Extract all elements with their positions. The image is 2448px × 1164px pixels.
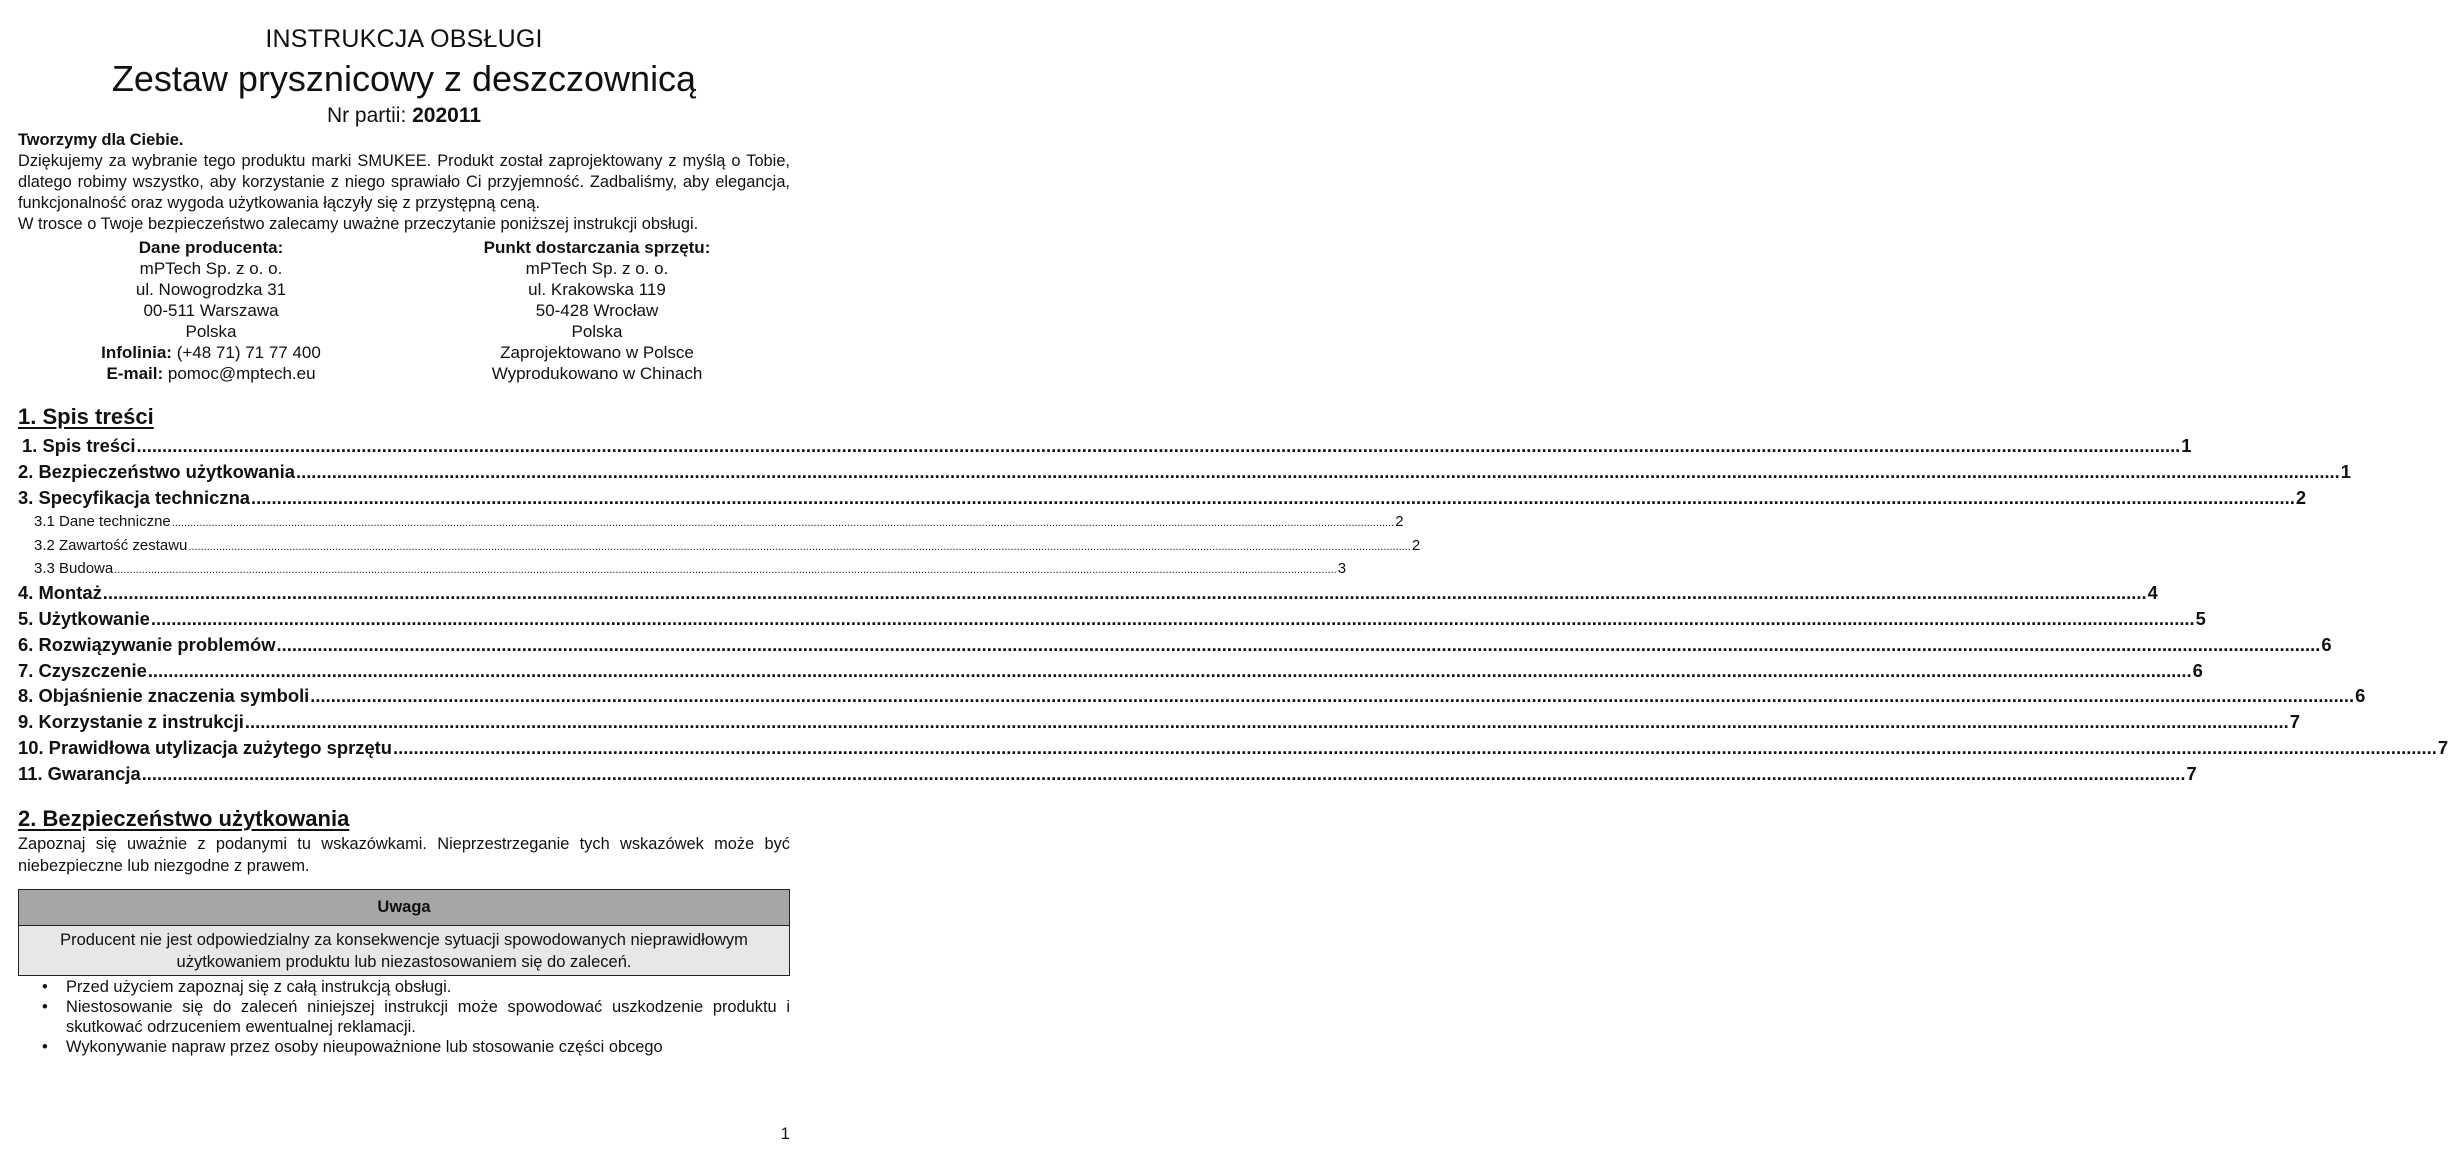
designed-in: Zaprojektowano w Polsce bbox=[500, 343, 694, 362]
hotline-value: (+48 71) 71 77 400 bbox=[171, 343, 321, 362]
toc-leader-dots: ................................................................................................................................................................................................................................................................................................................................................................................................................ bbox=[310, 685, 2355, 707]
bullet-icon: • bbox=[42, 1037, 48, 1056]
toc-entry-label: 8. Objaśnienie znaczenia symboli bbox=[18, 685, 310, 707]
intro-block bbox=[18, 130, 790, 235]
toc-entry-label: 5. Użytkowanie bbox=[18, 608, 150, 630]
toc-leader-dots: ................................................................................................................................................................................................................................................................................................................................................................................................................ bbox=[295, 460, 2340, 482]
toc-entry[interactable] bbox=[18, 761, 2197, 787]
bullet-icon: • bbox=[42, 997, 48, 1016]
toc-entry-label: 3.3 Budowa bbox=[34, 559, 114, 577]
safety-intro: Zapoznaj się uważnie z podanymi tu wskazówkami. Nieprzestrzeganie tych wskazówek może być niebezpieczne lub niezgodne z prawem. bbox=[18, 834, 790, 875]
service-street: ul. Krakowska 119 bbox=[528, 280, 666, 299]
toc-entry-page: 3 bbox=[1337, 559, 1347, 577]
toc-entry-page: 1 bbox=[2340, 460, 2352, 482]
intro-paragraph-1: Dziękujemy za wybranie tego produktu marki SMUKEE. Produkt został zaprojektowany z myślą o Tobie, dlatego robimy wszystko, aby korzystanie z niego sprawiało Ci przyjemność. Zadbaliśmy, aby elegancja, funkcjonalność oraz wygoda użytkowania łączyły się z przystępną ceną. bbox=[18, 152, 790, 212]
toc-entry[interactable] bbox=[18, 735, 2448, 761]
batch-number bbox=[18, 102, 790, 130]
toc-leader-dots: ................................................................................................................................................................................................................................................................................................................................................................................................................ bbox=[136, 435, 2181, 456]
intro-paragraph-2: W trosce o Twoje bezpieczeństwo zalecamy uważne przeczytanie poniższej instrukcji obsługi. bbox=[18, 215, 699, 233]
toc-heading: 1. Spis treści bbox=[18, 404, 154, 429]
toc-entry-page: 6 bbox=[2355, 685, 2366, 707]
toc-leader-dots: ................................................................................................................................................................................................................................................................................................................................................................................................................ bbox=[141, 762, 2186, 784]
producer-country: Polska bbox=[185, 322, 237, 341]
toc-leader-dots: ................................................................................................................................................................................................................................................................................................................................................................................................................ bbox=[150, 608, 2195, 630]
toc-entry-label: 3. Specyfikacja techniczna bbox=[18, 486, 251, 508]
toc-entry-page: 4 bbox=[2147, 582, 2158, 604]
intro-bold-line: Tworzymy dla Ciebie. bbox=[18, 131, 184, 149]
product-title: Zestaw prysznicowy z deszczownicą bbox=[111, 58, 697, 99]
producer-name: mPTech Sp. z o. o. bbox=[139, 259, 283, 278]
safety-bullet bbox=[18, 1037, 790, 1057]
toc-entry[interactable] bbox=[18, 485, 2307, 511]
safety-heading: 2. Bezpieczeństwo użytkowania bbox=[18, 805, 350, 831]
safety-bullet bbox=[18, 997, 790, 1037]
bullet-icon: • bbox=[42, 977, 48, 996]
document-page bbox=[18, 22, 2448, 1057]
page-number: 1 bbox=[780, 1124, 790, 1143]
producer-hotline bbox=[18, 342, 404, 363]
toc-entry-page: 2 bbox=[1411, 536, 1421, 554]
toc-entry-label: 11. Gwarancja bbox=[18, 762, 141, 784]
service-title: Punkt dostarczania sprzętu: bbox=[483, 238, 711, 257]
service-country: Polska bbox=[571, 322, 623, 341]
toc-leader-dots: ................................................................................................................................................................................................................................................................................................................................................................................................................ bbox=[102, 582, 2147, 604]
producer-title: Dane producenta: bbox=[138, 238, 284, 257]
made-in: Wyprodukowano w Chinach bbox=[491, 364, 703, 383]
toc-entry-page: 7 bbox=[2437, 737, 2448, 759]
toc-entry[interactable] bbox=[18, 709, 2300, 735]
batch-value: 202011 bbox=[412, 104, 482, 127]
toc-entry[interactable] bbox=[18, 510, 1404, 533]
toc-entry[interactable] bbox=[18, 658, 2203, 684]
toc-entry-label: 3.1 Dane techniczne bbox=[34, 513, 171, 531]
safety-bullet-text: Przed użyciem zapoznaj się z całą instrukcją obsługi. bbox=[66, 977, 452, 996]
table-of-contents bbox=[18, 433, 2448, 787]
toc-entry[interactable] bbox=[18, 632, 2332, 658]
safety-bullet-list bbox=[18, 977, 790, 1057]
toc-entry-label: 7. Czyszczenie bbox=[18, 659, 147, 681]
toc-entry[interactable] bbox=[18, 683, 2366, 709]
toc-entry-page: 6 bbox=[2192, 659, 2203, 681]
toc-entry[interactable] bbox=[18, 606, 2206, 632]
toc-entry-label: 6. Rozwiązywanie problemów bbox=[18, 633, 276, 655]
toc-entry[interactable] bbox=[18, 580, 2158, 606]
toc-entry-label: 4. Montaż bbox=[18, 582, 102, 604]
service-name: mPTech Sp. z o. o. bbox=[525, 259, 669, 278]
service-info bbox=[404, 237, 790, 384]
toc-entry-page: 7 bbox=[2186, 762, 2197, 784]
manual-title: INSTRUKCJA OBSŁUGI bbox=[265, 25, 543, 53]
toc-entry-label: 3.2 Zawartość zestawu bbox=[34, 536, 188, 554]
toc-entry[interactable] bbox=[18, 557, 1347, 580]
toc-leader-dots: ................................................................................................................................................................................................................................................................................................................................................................................................................ bbox=[393, 737, 2437, 759]
toc-entry-label: 10. Prawidłowa utylizacja zużytego sprzętu bbox=[18, 737, 393, 759]
producer-city: 00-511 Warszawa bbox=[143, 301, 279, 320]
toc-entry-page: 2 bbox=[2295, 486, 2307, 508]
batch-label: Nr partii: bbox=[326, 104, 413, 127]
toc-leader-dots: ................................................................................................................................................................................................................................................................................................................................................................................................................ bbox=[114, 563, 1337, 576]
warning-box bbox=[18, 889, 790, 976]
email-label: E-mail: bbox=[106, 364, 164, 383]
toc-entry[interactable] bbox=[18, 433, 2192, 459]
hotline-label: Infolinia: bbox=[101, 343, 172, 362]
toc-leader-dots: ................................................................................................................................................................................................................................................................................................................................................................................................................ bbox=[171, 517, 1395, 530]
toc-entry[interactable] bbox=[18, 534, 1421, 557]
warning-title: Uwaga bbox=[19, 890, 789, 926]
safety-bullet-text: Niestosowanie się do zaleceń niniejszej instrukcji może spowodować uszkodzenie produktu i skutkować odrzuceniem ewentualnej reklamacji. bbox=[66, 997, 790, 1036]
producer-email bbox=[18, 363, 404, 384]
toc-entry-page: 1 bbox=[2181, 435, 2192, 456]
toc-entry-label: 1. Spis treści bbox=[22, 435, 136, 456]
toc-entry-page: 7 bbox=[2289, 711, 2300, 733]
toc-leader-dots: ................................................................................................................................................................................................................................................................................................................................................................................................................ bbox=[188, 540, 1411, 553]
safety-section bbox=[18, 805, 790, 1057]
producer-street: ul. Nowogrodzka 31 bbox=[135, 280, 287, 299]
toc-entry-label: 9. Korzystanie z instrukcji bbox=[18, 711, 244, 733]
service-city: 50-428 Wrocław bbox=[535, 301, 659, 320]
toc-entry-page: 6 bbox=[2321, 633, 2332, 655]
toc-entry-page: 2 bbox=[1395, 513, 1404, 531]
toc-leader-dots: ................................................................................................................................................................................................................................................................................................................................................................................................................ bbox=[276, 633, 2321, 655]
toc-leader-dots: ................................................................................................................................................................................................................................................................................................................................................................................................................ bbox=[244, 711, 2289, 733]
toc-entry[interactable] bbox=[18, 459, 2352, 485]
email-value: pomoc@mptech.eu bbox=[163, 364, 316, 383]
safety-bullet bbox=[18, 977, 790, 997]
contact-columns bbox=[18, 237, 790, 384]
producer-info bbox=[18, 237, 404, 384]
toc-entry-label: 2. Bezpieczeństwo użytkowania bbox=[18, 460, 295, 482]
toc-leader-dots: ................................................................................................................................................................................................................................................................................................................................................................................................................ bbox=[251, 486, 2295, 508]
safety-bullet-text: Wykonywanie napraw przez osoby nieupoważnione lub stosowanie części obcego bbox=[66, 1037, 663, 1056]
warning-text: Producent nie jest odpowiedzialny za konsekwencje sytuacji spowodowanych nieprawidłowym użytkowaniem produktu lub niezastosowaniem się do zaleceń. bbox=[19, 926, 789, 975]
toc-leader-dots: ................................................................................................................................................................................................................................................................................................................................................................................................................ bbox=[147, 659, 2192, 681]
toc-entry-page: 5 bbox=[2195, 608, 2206, 630]
